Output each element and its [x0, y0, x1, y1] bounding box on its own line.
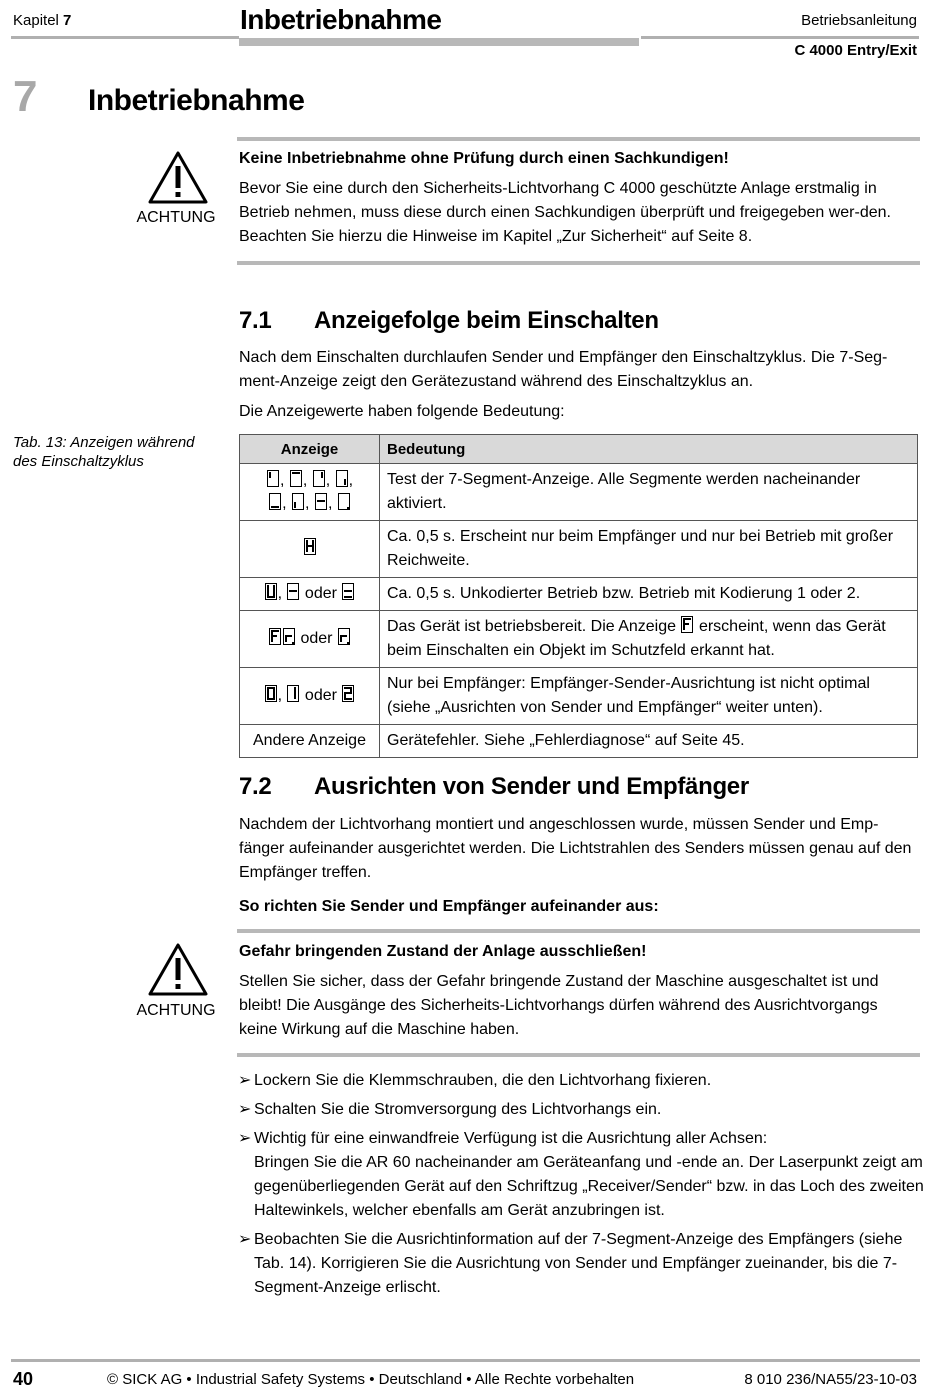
display-table	[239, 434, 918, 758]
step-detail: Bringen Sie die AR 60 nacheinander am Geräteanfang und -ende an. Der Laserpunkt zeigt am gegenüberliegenden Gerät auf den Schriftzug „Receiver/Sender“ bzw. in das Loch des zweiten Haltewinkels, welcher ebenfalls am Gerät anzubringen ist.	[254, 1154, 924, 1219]
list-item	[238, 1127, 934, 1223]
table-cell-meaning	[380, 611, 918, 668]
list-item	[238, 1098, 934, 1122]
table-row	[240, 578, 918, 611]
segment-top-icon	[290, 470, 302, 487]
connector-or: oder	[300, 630, 333, 647]
section1-number: 7.1	[239, 307, 272, 334]
segment-dot-icon	[338, 493, 350, 510]
warning2-text: Stellen Sie sicher, dass der Gefahr bringende Zustand der Maschine ausgeschaltet ist und bleibt! Die Ausgänge des Sicherheits-Lichtvorhangs dürfen während des Ausrichtvorgangs keine Wirkung auf die Maschine haben.	[239, 973, 879, 1038]
list-item	[238, 1069, 934, 1093]
segment-dash-icon	[287, 583, 299, 600]
section1-title-text: Anzeigefolge beim Einschalten	[314, 307, 659, 334]
footer-doc-number: 8 010 236/NA55/23-10-03	[744, 1371, 917, 1388]
segment-bottom-icon	[269, 493, 281, 510]
footer-rule	[11, 1359, 920, 1362]
segment-h-icon	[304, 538, 316, 555]
table-header-display: Anzeige	[240, 435, 380, 464]
section2-number: 7.2	[239, 773, 272, 800]
table-row	[240, 725, 918, 758]
segment-r-icon	[283, 628, 295, 645]
segment-f-inline-icon	[681, 616, 693, 633]
segment-test-display: , , , , , , ,	[240, 464, 380, 521]
segment-bottom-right-icon	[336, 470, 348, 487]
header-rule-center	[239, 38, 639, 46]
table-cell-meaning: Nur bei Empfänger: Empfänger-Sender-Ausrichtung ist nicht optimal (siehe „Ausrichten von Sender und Empfänger“ weiter unten).	[380, 668, 918, 725]
warning2-heading: Gefahr bringenden Zustand der Anlage ausschließen!	[239, 943, 647, 960]
chapter-number: 7	[13, 72, 38, 121]
header-rule-left	[11, 36, 239, 39]
arrow-bullet-icon: ➢	[238, 1101, 252, 1118]
section1-title	[239, 307, 659, 335]
header-chapter	[13, 12, 71, 29]
table-row	[240, 521, 918, 578]
list-item	[238, 1228, 934, 1300]
section1-para2: Die Anzeigewerte haben folgende Bedeutung:	[239, 403, 565, 420]
table-header-row	[240, 435, 918, 464]
segment-alignment-display: , oder	[240, 668, 380, 725]
header-rule-right	[641, 36, 919, 39]
footer-page-number: 40	[13, 1369, 34, 1389]
segment-ready-display	[240, 611, 380, 668]
segment-middle-icon	[315, 493, 327, 510]
segment-double-dash-icon	[342, 583, 354, 600]
rule-warning2-top	[237, 929, 920, 933]
warning-triangle-icon	[147, 942, 209, 998]
segment-two-icon	[342, 685, 354, 702]
table-cell-meaning: Ca. 0,5 s. Erscheint nur beim Empfänger und nur bei Betrieb mit großer Reichweite.	[380, 521, 918, 578]
rule-warning2-bottom	[237, 1053, 920, 1057]
meaning-post: erscheint, wenn das Gerät beim Einschalten ein Objekt im Schutzfeld erkannt hat.	[387, 618, 886, 659]
segment-top-left-icon	[267, 470, 279, 487]
table-row	[240, 668, 918, 725]
segment-h-display	[240, 521, 380, 578]
warning-triangle-icon	[147, 150, 209, 206]
segment-zero-icon	[265, 685, 277, 702]
rule-warning1-top	[237, 137, 920, 141]
section2-title-text: Ausrichten von Sender und Empfänger	[314, 773, 749, 800]
arrow-bullet-icon: ➢	[238, 1231, 252, 1248]
arrow-bullet-icon: ➢	[238, 1130, 252, 1147]
step-text: Schalten Sie die Stromversorgung des Lichtvorhangs ein.	[254, 1101, 662, 1118]
connector-or: oder	[304, 585, 337, 602]
header-doc-type: Betriebsanleitung	[801, 12, 917, 29]
section2-instruction-heading: So richten Sie Sender und Empfänger aufeinander aus:	[239, 898, 659, 915]
warning2-label: ACHTUNG	[136, 1002, 216, 1019]
segment-bottom-left-icon	[292, 493, 304, 510]
segment-f-icon	[269, 628, 281, 645]
step-text: Lockern Sie die Klemmschrauben, die den Lichtvorhang fixieren.	[254, 1072, 712, 1089]
segment-one-icon	[287, 685, 299, 702]
table-row	[240, 464, 918, 521]
chapter-title: Inbetriebnahme	[88, 84, 305, 117]
step-text: Beobachten Sie die Ausrichtinformation auf der 7-Segment-Anzeige des Empfängers (siehe Tab. 14). Korrigieren Sie die Ausrichtung von Sender und Empfänger zueinander, bis die 7-Segment-Anzeige erlischt.	[254, 1231, 903, 1296]
header-chapter-number: 7	[63, 12, 72, 29]
meaning-pre: Das Gerät ist betriebsbereit. Die Anzeige	[387, 618, 677, 635]
section1-para1: Nach dem Einschalten durchlaufen Sender und Empfänger den Einschaltzyklus. Die 7-Seg-ment-Anzeige zeigt den Gerätezustand während des Einschaltzyklus an.	[239, 349, 888, 390]
header-title: Inbetriebnahme	[240, 4, 442, 35]
warning1-heading: Keine Inbetriebnahme ohne Prüfung durch einen Sachkundigen!	[239, 150, 729, 167]
section2-title	[239, 773, 749, 801]
segment-top-right-icon	[313, 470, 325, 487]
warning1-text: Bevor Sie eine durch den Sicherheits-Lichtvorhang C 4000 geschützte Anlage erstmalig in Betrieb nehmen, muss diese durch einen Sachkundigen überprüft und freigegeben wer-den. Beachten Sie hierzu die Hinweise im Kapitel „Zur Sicherheit“ auf Seite 8.	[239, 180, 891, 245]
header-product: C 4000 Entry/Exit	[794, 42, 917, 59]
table-cell-meaning: Gerätefehler. Siehe „Fehlerdiagnose“ auf Seite 45.	[380, 725, 918, 758]
step-text: Wichtig für eine einwandfreie Verfügung ist die Ausrichtung aller Achsen:	[254, 1130, 768, 1147]
table-cell-display: Andere Anzeige	[240, 725, 380, 758]
segment-r-dot-icon	[338, 628, 350, 645]
table-cell-meaning: Test der 7-Segment-Anzeige. Alle Segmente werden nacheinander aktiviert.	[380, 464, 918, 521]
table-cell-meaning: Ca. 0,5 s. Unkodierter Betrieb bzw. Betrieb mit Kodierung 1 oder 2.	[380, 578, 918, 611]
footer-copyright: © SICK AG • Industrial Safety Systems • Deutschland • Alle Rechte vorbehalten	[107, 1371, 635, 1388]
table-caption: Tab. 13: Anzeigen während des Einschaltzyklus	[13, 434, 195, 470]
section2-para1: Nachdem der Lichtvorhang montiert und angeschlossen wurde, müssen Sender und Emp-fänger aufeinander ausgerichtet werden. Die Lichtstrahlen des Senders müssen genau auf den Empfänger treffen.	[239, 816, 912, 881]
arrow-bullet-icon: ➢	[238, 1072, 252, 1089]
connector-or: oder	[304, 687, 337, 704]
warning1-label: ACHTUNG	[136, 209, 216, 226]
rule-warning1-bottom	[237, 261, 920, 265]
segment-coding-display: , oder	[240, 578, 380, 611]
table-row	[240, 611, 918, 668]
header-chapter-label: Kapitel	[13, 12, 59, 29]
table-header-meaning: Bedeutung	[380, 435, 918, 464]
segment-u-icon	[265, 583, 277, 600]
